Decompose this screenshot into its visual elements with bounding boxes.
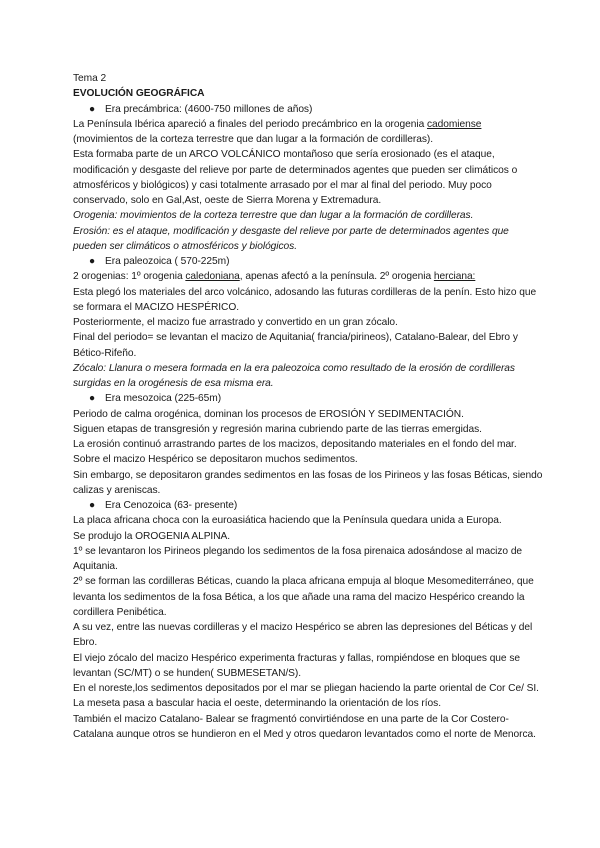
definition-erosion: Erosión: es el ataque, modificación y desgaste del relieve por parte de determinados agentes que pueden ser climáticos o atmosféricos y biológicos. <box>73 225 509 252</box>
paragraph: A su vez, entre las nuevas cordilleras y el macizo Hespérico se abren las depresiones del Béticas y del Ebro. <box>73 622 533 649</box>
paragraph: Posteriormente, el macizo fue arrastrado y convertido en un gran zócalo. <box>73 317 398 328</box>
bullet-icon: ● <box>89 256 96 267</box>
paragraph: 2º se forman las cordilleras Béticas, cuando la placa africana empuja al bloque Mesomediterráneo, que levanta los sedimentos de la fosa Bética, a los que añade una rama del macizo Hespérico creando la cordillera Penibética. <box>73 576 534 618</box>
paragraph: También el macizo Catalano- Balear se fragmentó convirtiéndose en una parte de la Cor Costero-Catalana aunque otros se hundieron en el Med y otros quedaron levantados como el norte de Menorca. <box>73 713 536 740</box>
bullet-icon: ● <box>89 393 96 405</box>
paragraph: En el noreste,los sedimentos depositados por el mar se pliegan haciendo la parte oriental de Cor Ce/ SI. <box>73 683 539 694</box>
paragraph: Periodo de calma orogénica, dominan los procesos de EROSIÓN Y SEDIMENTACIÓN. <box>73 408 464 420</box>
paragraph: Esta plegó los materiales del arco volcánico, adosando las futuras cordilleras de la penín. Esto hizo que se formara el MACIZO HESPÉRICO. <box>73 286 537 313</box>
tema-label: Tema 2 <box>73 73 107 84</box>
paragraph: El viejo zócalo del macizo Hespérico experimenta fracturas y fallas, rompiéndose en bloques que se levantan (SC/MT) o se hunden( SUBMESETAN/S). <box>73 652 520 679</box>
paragraph: La meseta pasa a bascular hacia el oeste, determinando la orientación de los ríos. <box>73 698 441 710</box>
bullet-icon: ● <box>89 500 96 511</box>
section-heading-precambrica: ● Era precámbrica: (4600-750 millones de años) <box>73 102 543 117</box>
paragraph: 2 orogenias: 1º orogenia caledoniana, apenas afectó a la península. 2º orogenia herciana: <box>73 271 476 283</box>
paragraph: Se produjo la OROGENIA ALPINA. <box>73 530 231 542</box>
paragraph: La erosión continuó arrastrando partes de los macizos, depositando materiales en el fondo del mar. <box>73 439 517 450</box>
paragraph: Siguen etapas de transgresión y regresión marina cubriendo parte de las tierras emergidas. <box>73 423 482 435</box>
paragraph: La placa africana choca con la euroasiática haciendo que la Península quedara unida a Europa. <box>73 515 502 527</box>
definition-zocalo: Zócalo: Llanura o mesera formada en la era paleozoica como resultado de la erosión de cordilleras surgidas en la orogénesis de esa misma era. <box>73 362 515 389</box>
section-heading-cenozoica: ● Era Cenozoica (63- presente) <box>73 498 543 513</box>
paragraph: Final del periodo= se levantan el macizo de Aquitania( francia/pirineos), Catalano-Balear, del Ebro y Bético-Rifeño. <box>73 332 518 359</box>
paragraph: Sin embargo, se depositaron grandes sedimentos en las fosas de los Pirineos y las fosas Béticas, siendo calizas y areniscas. <box>73 469 543 496</box>
paragraph: Sobre el macizo Hespérico se depositaron muchos sedimentos. <box>73 454 358 466</box>
definition-orogenia: Orogenia: movimientos de la corteza terrestre que dan lugar a la formación de cordilleras. <box>73 210 474 222</box>
document-body <box>73 71 543 742</box>
section-heading-mesozoica: ● Era mesozoica (225-65m) <box>73 391 543 406</box>
paragraph: Esta formaba parte de un ARCO VOLCÁNICO montañoso que sería erosionado (es el ataque, modificación y desgaste del relieve por parte de determinados agentes que pueden ser climáticos o atmosféricos y biológicos) y casi totalmente arrasado por el mar al final del periodo. Muy poco conservado, solo en Gal,Ast, oeste de Sierra Morena y Extremadura. <box>73 149 518 206</box>
underlined-term: cadomiense <box>426 118 482 130</box>
paragraph: 1º se levantaron los Pirineos plegando los sedimentos de la fosa pirenaica adosándose al macizo de Aquitania. <box>73 545 523 572</box>
bullet-icon: ● <box>89 103 96 115</box>
underlined-term: caledoniana <box>185 271 240 283</box>
page-title: EVOLUCIÓN GEOGRÁFICA <box>73 88 205 100</box>
paragraph: La Península Ibérica apareció a finales del periodo precámbrico en la orogenia cadomiense (movimientos de la corteza terrestre que dan lugar a la formación de cordilleras). <box>73 118 482 145</box>
underlined-term: herciana: <box>433 271 476 283</box>
section-heading-paleozoica: ● Era paleozoica ( 570-225m) <box>73 254 543 269</box>
